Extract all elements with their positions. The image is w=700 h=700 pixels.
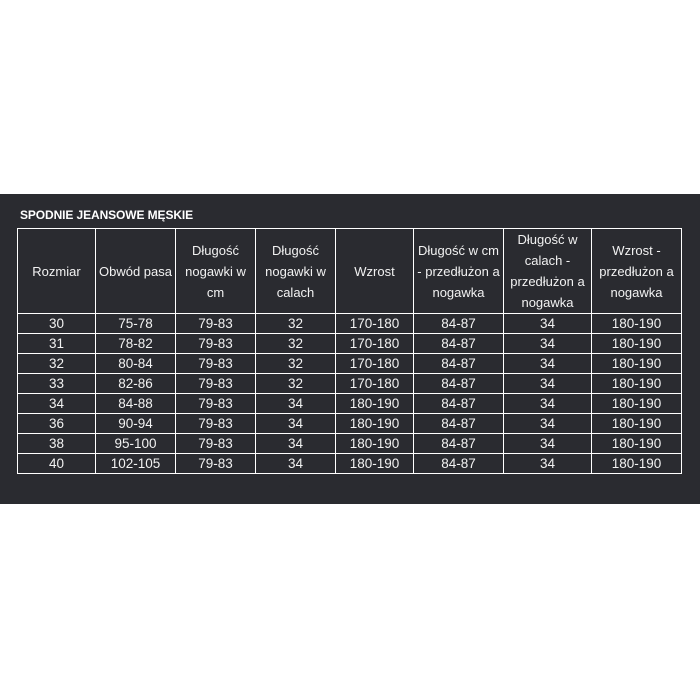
cell-obwod-pasa: 75-78 xyxy=(96,314,176,334)
cell-rozmiar: 33 xyxy=(18,374,96,394)
cell-dlugosc-cale-przedluzona: 34 xyxy=(504,354,592,374)
table-row xyxy=(18,354,682,374)
cell-dlugosc-cale: 32 xyxy=(256,374,336,394)
table-row xyxy=(18,374,682,394)
cell-obwod-pasa: 102-105 xyxy=(96,454,176,474)
cell-dlugosc-cm-przedluzona: 84-87 xyxy=(414,454,504,474)
cell-dlugosc-cale: 32 xyxy=(256,314,336,334)
table-row xyxy=(18,394,682,414)
cell-dlugosc-cm: 79-83 xyxy=(176,394,256,414)
size-chart-panel xyxy=(0,194,700,504)
cell-obwod-pasa: 84-88 xyxy=(96,394,176,414)
table-row xyxy=(18,334,682,354)
cell-dlugosc-cale: 34 xyxy=(256,414,336,434)
cell-wzrost-przedluzona: 180-190 xyxy=(592,454,682,474)
cell-dlugosc-cale-przedluzona: 34 xyxy=(504,394,592,414)
cell-dlugosc-cale-przedluzona: 34 xyxy=(504,454,592,474)
cell-rozmiar: 40 xyxy=(18,454,96,474)
cell-dlugosc-cale-przedluzona: 34 xyxy=(504,334,592,354)
cell-rozmiar: 31 xyxy=(18,334,96,354)
table-title: SPODNIE JEANSOWE MĘSKIE xyxy=(20,208,194,222)
cell-dlugosc-cm: 79-83 xyxy=(176,454,256,474)
header-dlugosc-cale: Długość nogawki w calach xyxy=(256,229,336,314)
cell-dlugosc-cale: 34 xyxy=(256,394,336,414)
table-row xyxy=(18,314,682,334)
cell-dlugosc-cm-przedluzona: 84-87 xyxy=(414,314,504,334)
cell-obwod-pasa: 82-86 xyxy=(96,374,176,394)
size-table xyxy=(17,228,682,474)
table-row xyxy=(18,414,682,434)
cell-dlugosc-cale-przedluzona: 34 xyxy=(504,414,592,434)
cell-dlugosc-cale: 32 xyxy=(256,354,336,374)
cell-dlugosc-cale-przedluzona: 34 xyxy=(504,314,592,334)
cell-rozmiar: 34 xyxy=(18,394,96,414)
header-dlugosc-cm-przedluzona: Długość w cm - przedłużon a nogawka xyxy=(414,229,504,314)
cell-obwod-pasa: 78-82 xyxy=(96,334,176,354)
cell-rozmiar: 30 xyxy=(18,314,96,334)
cell-wzrost-przedluzona: 180-190 xyxy=(592,334,682,354)
table-row xyxy=(18,434,682,454)
cell-dlugosc-cm-przedluzona: 84-87 xyxy=(414,394,504,414)
header-obwod-pasa: Obwód pasa xyxy=(96,229,176,314)
cell-dlugosc-cm-przedluzona: 84-87 xyxy=(414,354,504,374)
cell-dlugosc-cm-przedluzona: 84-87 xyxy=(414,374,504,394)
cell-wzrost-przedluzona: 180-190 xyxy=(592,414,682,434)
cell-wzrost: 170-180 xyxy=(336,334,414,354)
cell-obwod-pasa: 90-94 xyxy=(96,414,176,434)
cell-dlugosc-cm: 79-83 xyxy=(176,434,256,454)
cell-wzrost: 180-190 xyxy=(336,454,414,474)
cell-wzrost-przedluzona: 180-190 xyxy=(592,354,682,374)
cell-dlugosc-cale-przedluzona: 34 xyxy=(504,374,592,394)
cell-dlugosc-cm-przedluzona: 84-87 xyxy=(414,334,504,354)
cell-wzrost: 180-190 xyxy=(336,434,414,454)
header-wzrost-przedluzona: Wzrost - przedłużon a nogawka xyxy=(592,229,682,314)
cell-wzrost: 170-180 xyxy=(336,354,414,374)
cell-dlugosc-cm: 79-83 xyxy=(176,314,256,334)
cell-dlugosc-cm: 79-83 xyxy=(176,334,256,354)
cell-dlugosc-cm-przedluzona: 84-87 xyxy=(414,414,504,434)
cell-wzrost: 170-180 xyxy=(336,374,414,394)
cell-rozmiar: 38 xyxy=(18,434,96,454)
cell-wzrost: 170-180 xyxy=(336,314,414,334)
cell-dlugosc-cale: 32 xyxy=(256,334,336,354)
header-row xyxy=(18,229,682,314)
header-dlugosc-cm: Długość nogawki w cm xyxy=(176,229,256,314)
cell-wzrost-przedluzona: 180-190 xyxy=(592,374,682,394)
cell-dlugosc-cm-przedluzona: 84-87 xyxy=(414,434,504,454)
cell-wzrost-przedluzona: 180-190 xyxy=(592,314,682,334)
cell-dlugosc-cale-przedluzona: 34 xyxy=(504,434,592,454)
cell-rozmiar: 36 xyxy=(18,414,96,434)
cell-dlugosc-cale: 34 xyxy=(256,454,336,474)
table-row xyxy=(18,454,682,474)
cell-obwod-pasa: 95-100 xyxy=(96,434,176,454)
cell-wzrost: 180-190 xyxy=(336,414,414,434)
cell-wzrost: 180-190 xyxy=(336,394,414,414)
header-rozmiar: Rozmiar xyxy=(18,229,96,314)
cell-wzrost-przedluzona: 180-190 xyxy=(592,434,682,454)
cell-rozmiar: 32 xyxy=(18,354,96,374)
cell-obwod-pasa: 80-84 xyxy=(96,354,176,374)
header-dlugosc-cale-przedluzona: Długość w calach - przedłużon a nogawka xyxy=(504,229,592,314)
cell-dlugosc-cale: 34 xyxy=(256,434,336,454)
cell-dlugosc-cm: 79-83 xyxy=(176,414,256,434)
header-wzrost: Wzrost xyxy=(336,229,414,314)
cell-dlugosc-cm: 79-83 xyxy=(176,354,256,374)
cell-wzrost-przedluzona: 180-190 xyxy=(592,394,682,414)
cell-dlugosc-cm: 79-83 xyxy=(176,374,256,394)
